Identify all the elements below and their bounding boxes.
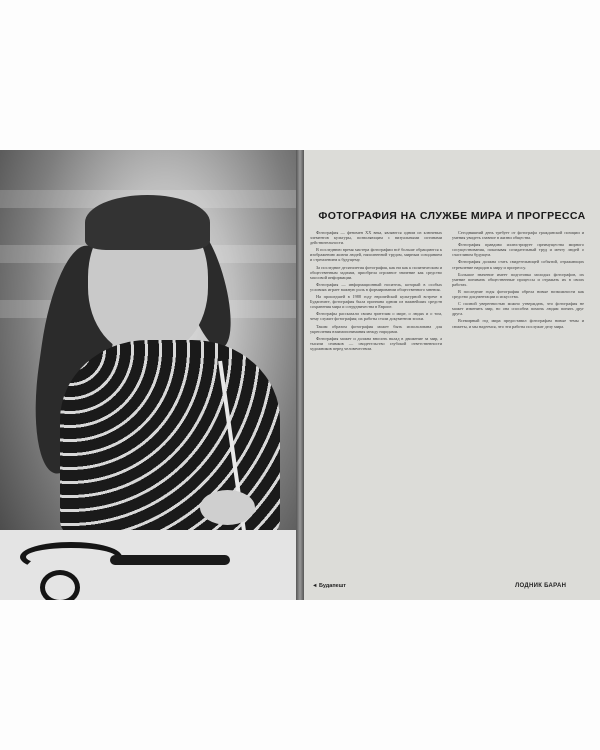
article-column-2 xyxy=(452,230,584,331)
backdrop-bottom xyxy=(0,600,600,750)
paint-stroke xyxy=(40,570,80,600)
left-page-photo xyxy=(0,150,300,600)
paragraph: Сегодняшний день требует от фотографа гражданской позиции и умения увидеть главное в жизни общества. xyxy=(452,230,584,241)
paint-stroke xyxy=(20,542,122,572)
paragraph: Большое значение имеет подготовка молодых фотографов, их умение понимать общественные процессы и отражать их в своих работах. xyxy=(452,271,584,287)
paragraph: Фотография может и должна вносить вклад в движение за мир, а тысячи снимков — свидетельство глубокой ответственности художников перед человечеством. xyxy=(310,335,442,351)
paragraph: В последнюю время мастера фотографии всё больше обращаются к изображению жизни людей, наполненной трудом, мирным созиданием и стремлением к будущему. xyxy=(310,247,442,263)
paragraph: На прошедшей в 1988 году европейской культурной встрече в Будапеште, фотография была признана одним из важнейших средств сохранения мира и сотрудничества в Европе. xyxy=(310,294,442,310)
backdrop-top xyxy=(0,0,600,150)
paragraph: В последние годы фотография обрела новые возможности как средство документации и искусства. xyxy=(452,288,584,300)
magazine-spine xyxy=(296,150,304,600)
paragraph: Фотография — феномен XX века, являются одним из ключевых элементов культуры, позволяющим с визуальными истинами действительности. xyxy=(310,230,442,246)
paragraph: Фотография правдиво иллюстрирует преимущества мирного сосуществования, показывая созидательный труд и мечту людей о счастливом будущем. xyxy=(452,242,584,258)
article-column-1 xyxy=(310,230,442,353)
article-author: ЛОДНИК БАРАН xyxy=(515,583,567,589)
girl-hand xyxy=(200,490,255,525)
paint-stroke xyxy=(110,555,230,565)
article-title: ФОТОГРАФИЯ НА СЛУЖБЕ МИРА И ПРОГРЕССА xyxy=(318,210,586,222)
photo-caption: ◄ Будапешт xyxy=(312,583,346,589)
paragraph: Фотография должна стать свидетельницей событий, отражающих стремление народов к миру и прогрессу. xyxy=(452,259,584,270)
paragraph: За последние десятилетия фотография, как ни как к политическим и общественным задачам, приобрела огромное значение как средство массовой информации. xyxy=(310,264,442,280)
paragraph: Фотография — информационный носитель, который в особых условиях играет важную роль в формировании общественного мнения. xyxy=(310,281,442,292)
paragraph: Таким образом фотография может быть использована для укрепления взаимопонимания между народами. xyxy=(310,323,442,334)
girl-bangs xyxy=(85,195,210,250)
paragraph: Фотографы рассказали своим зрителям о мире, о людях и о том, чему служит фотография; их работы стали документом эпохи. xyxy=(310,311,442,322)
paragraph: С полной уверенностью можно утверждать, что фотография не может изменить мир, но она способна помочь людям понять друг друга. xyxy=(452,301,584,317)
paragraph: Всемирный год мира предоставил фотографам новые темы и сюжеты, и мы надеемся, что эти работы послужат делу мира. xyxy=(452,318,584,329)
